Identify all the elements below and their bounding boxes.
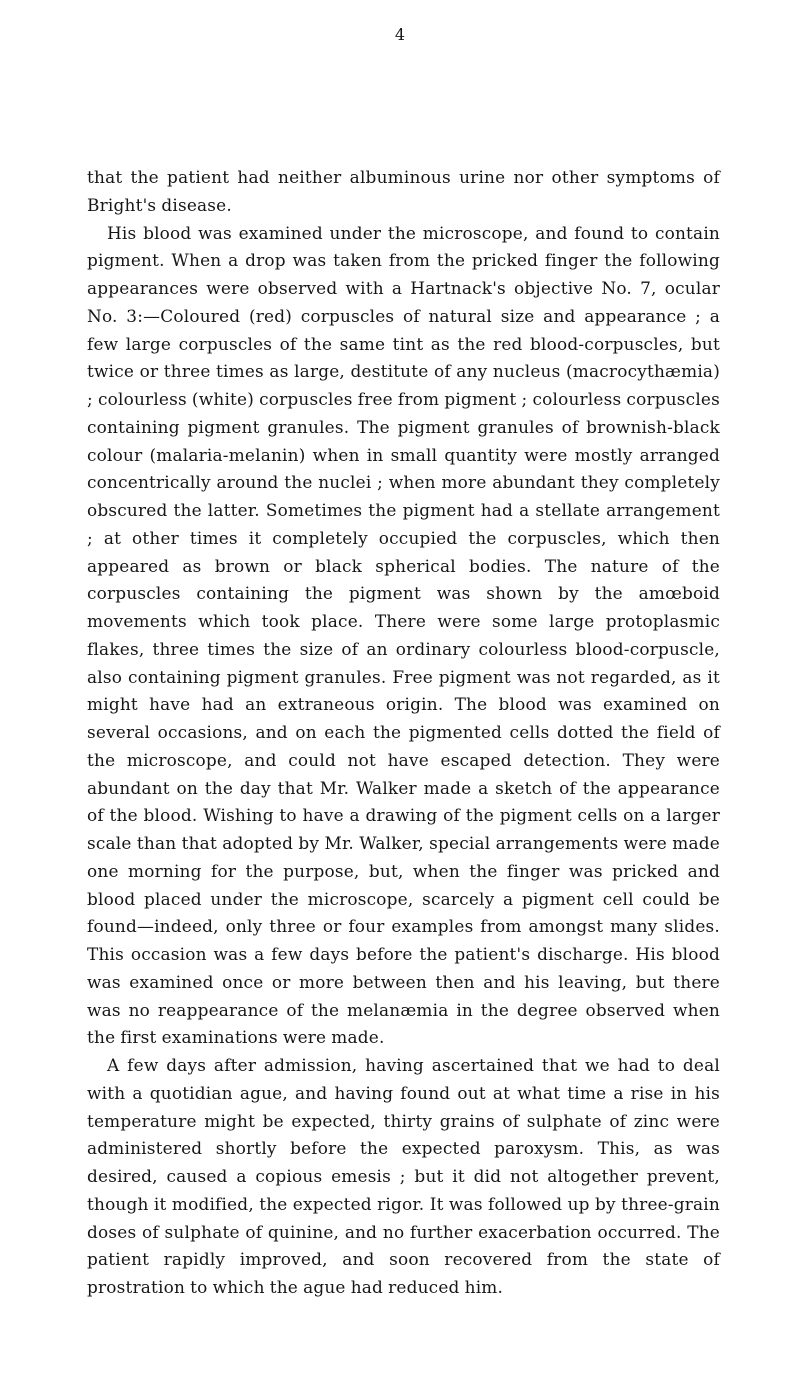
body-text [87, 164, 720, 1302]
paragraph-1: that the patient had neither albuminous urine nor other symptoms of Bright's disease. [87, 167, 720, 215]
page-number: 4 [394, 25, 406, 44]
paragraph-3: A few days after admission, having ascertained that we had to deal with a quotidian ague, and having found out at what time a rise in his temperature might be expected, thirty grains of sulphate of zinc were administered shortly before the expected paroxysm. This, as was desired, caused a copious emesis ; but it did not altogether prevent, though it modified, the expected rigor. It was followed up by three-grain doses of sulphate of quinine, and no further exacerbation occurred. The patient rapidly improved, and soon recovered from the state of prostration to which the ague had reduced him. [87, 1055, 720, 1297]
paragraph-2: His blood was examined under the microscope, and found to contain pigment. When a drop was taken from the pricked finger the following appearances were observed with a Hartnack's objective No. 7, ocular No. 3:—Coloured (red) corpuscles of natural size and appearance ; a few large corpuscles of the same tint as the red blood-corpuscles, but twice or three times as large, destitute of any nucleus (macrocythæmia) ; colourless (white) corpuscles free from pigment ; colourless corpuscles containing pigment granules. The pigment granules of brownish-black colour (malaria-melanin) when in small quantity were mostly arranged concentrically around the nuclei ; when more abundant they completely obscured the latter. Sometimes the pigment had a stellate arrangement ; at other times it completely occupied the corpuscles, which then appeared as brown or black spherical bodies. The nature of the corpuscles containing the pigment was shown by the amœboid movements which took place. There were some large protoplasmic flakes, three times the size of an ordinary colourless blood-corpuscle, also containing pigment granules. Free pigment was not regarded, as it might have had an extraneous origin. The blood was examined on several occasions, and on each the pigmented cells dotted the field of the microscope, and could not have escaped detection. They were abundant on the day that Mr. Walker made a sketch of the appearance of the blood. Wishing to have a drawing of the pigment cells on a larger scale than that adopted by Mr. Walker, special arrangements were made one morning for the purpose, but, when the finger was pricked and blood placed under the microscope, scarcely a pigment cell could be found—indeed, only three or four examples from amongst many slides. This occasion was a few days before the patient's discharge. His blood was examined once or more between then and his leaving, but there was no reappearance of the melanæmia in the degree observed when the first examinations were made. [87, 222, 720, 1048]
